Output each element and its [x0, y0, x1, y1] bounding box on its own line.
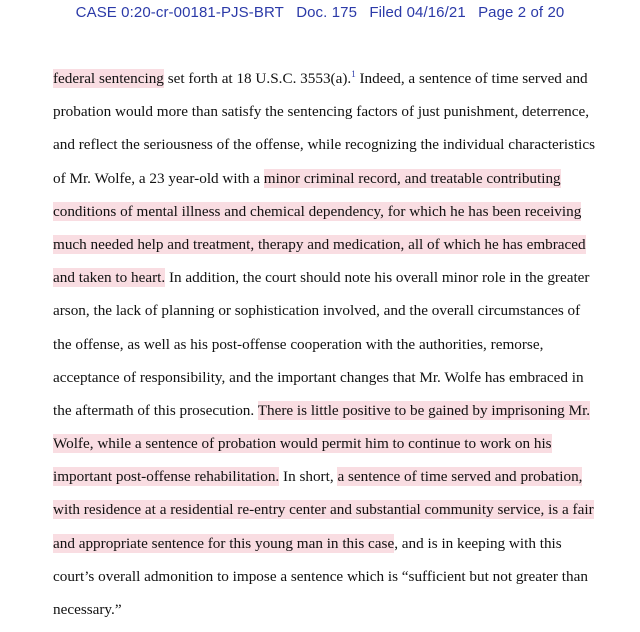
text-line	[53, 499, 613, 532]
text-segment: the aftermath of this prosecution.	[53, 401, 258, 419]
highlighted-text: a sentence of time served and probation,	[337, 468, 583, 486]
text-line	[53, 168, 613, 201]
highlighted-text: federal sentencing	[53, 70, 164, 87]
text-line	[53, 234, 613, 267]
text-segment: the offense, as well as his post-offense cooperation with the authorities, remorse,	[53, 335, 544, 353]
text-line	[53, 367, 613, 400]
text-line	[53, 201, 613, 234]
text-line	[53, 466, 613, 499]
text-segment: In addition, the court should note his overall minor role in the greater	[165, 269, 590, 287]
text-line	[53, 68, 613, 101]
text-segment: set forth at 18 U.S.C. 3553(a).	[163, 70, 352, 87]
highlighted-text: conditions of mental illness and chemical dependency, for which he has been receiving	[53, 202, 582, 220]
text-line	[53, 267, 613, 300]
highlighted-text: much needed help and treatment, therapy and medication, all of which he has embraced	[53, 235, 586, 253]
text-segment: necessary.”	[53, 601, 122, 618]
highlighted-text: There is little positive to be gained by imprisoning Mr.	[257, 401, 591, 419]
text-segment: Indeed, a sentence of time served and	[355, 70, 588, 87]
page-number: Page 2 of 20	[478, 4, 565, 21]
text-line	[53, 134, 613, 167]
highlighted-text: important post-offense rehabilitation.	[53, 468, 280, 486]
text-line	[53, 533, 613, 566]
text-segment: In short,	[279, 468, 338, 486]
case-header	[0, 4, 640, 21]
text-segment: court’s overall admonition to impose a sentence which is “sufficient but not greater than	[53, 567, 588, 585]
text-line	[53, 566, 613, 599]
text-segment: probation would more than satisfy the sentencing factors of just punishment, deterrence,	[53, 103, 590, 121]
text-segment: of Mr. Wolfe, a 23 year-old with a	[53, 169, 264, 187]
text-line	[53, 334, 613, 367]
text-segment: and reflect the seriousness of the offense, while recognizing the individual characteristics	[53, 136, 596, 154]
text-segment: , and is in keeping with this	[394, 534, 562, 552]
text-line	[53, 101, 613, 134]
highlighted-text: and taken to heart.	[53, 269, 166, 287]
text-line	[53, 300, 613, 333]
footnote-marker[interactable]: 1	[351, 69, 356, 79]
case-number: CASE 0:20-cr-00181-PJS-BRT	[75, 4, 284, 21]
highlighted-text: and appropriate sentence for this young man in this case	[53, 534, 395, 552]
text-segment: arson, the lack of planning or sophistication involved, and the overall circumstances of	[53, 302, 581, 320]
doc-number: Doc. 175	[296, 4, 358, 21]
text-line	[53, 433, 613, 466]
highlighted-text: minor criminal record, and treatable contributing	[263, 169, 561, 187]
highlighted-text: Wolfe, while a sentence of probation would permit him to continue to work on his	[53, 435, 552, 453]
filed-date: Filed 04/16/21	[369, 4, 466, 21]
body-paragraph	[53, 68, 613, 632]
text-line	[53, 400, 613, 433]
highlighted-text: with residence at a residential re-entry center and substantial community service, is a fair	[53, 501, 594, 519]
text-segment: acceptance of responsibility, and the important changes that Mr. Wolfe has embraced in	[53, 368, 584, 386]
